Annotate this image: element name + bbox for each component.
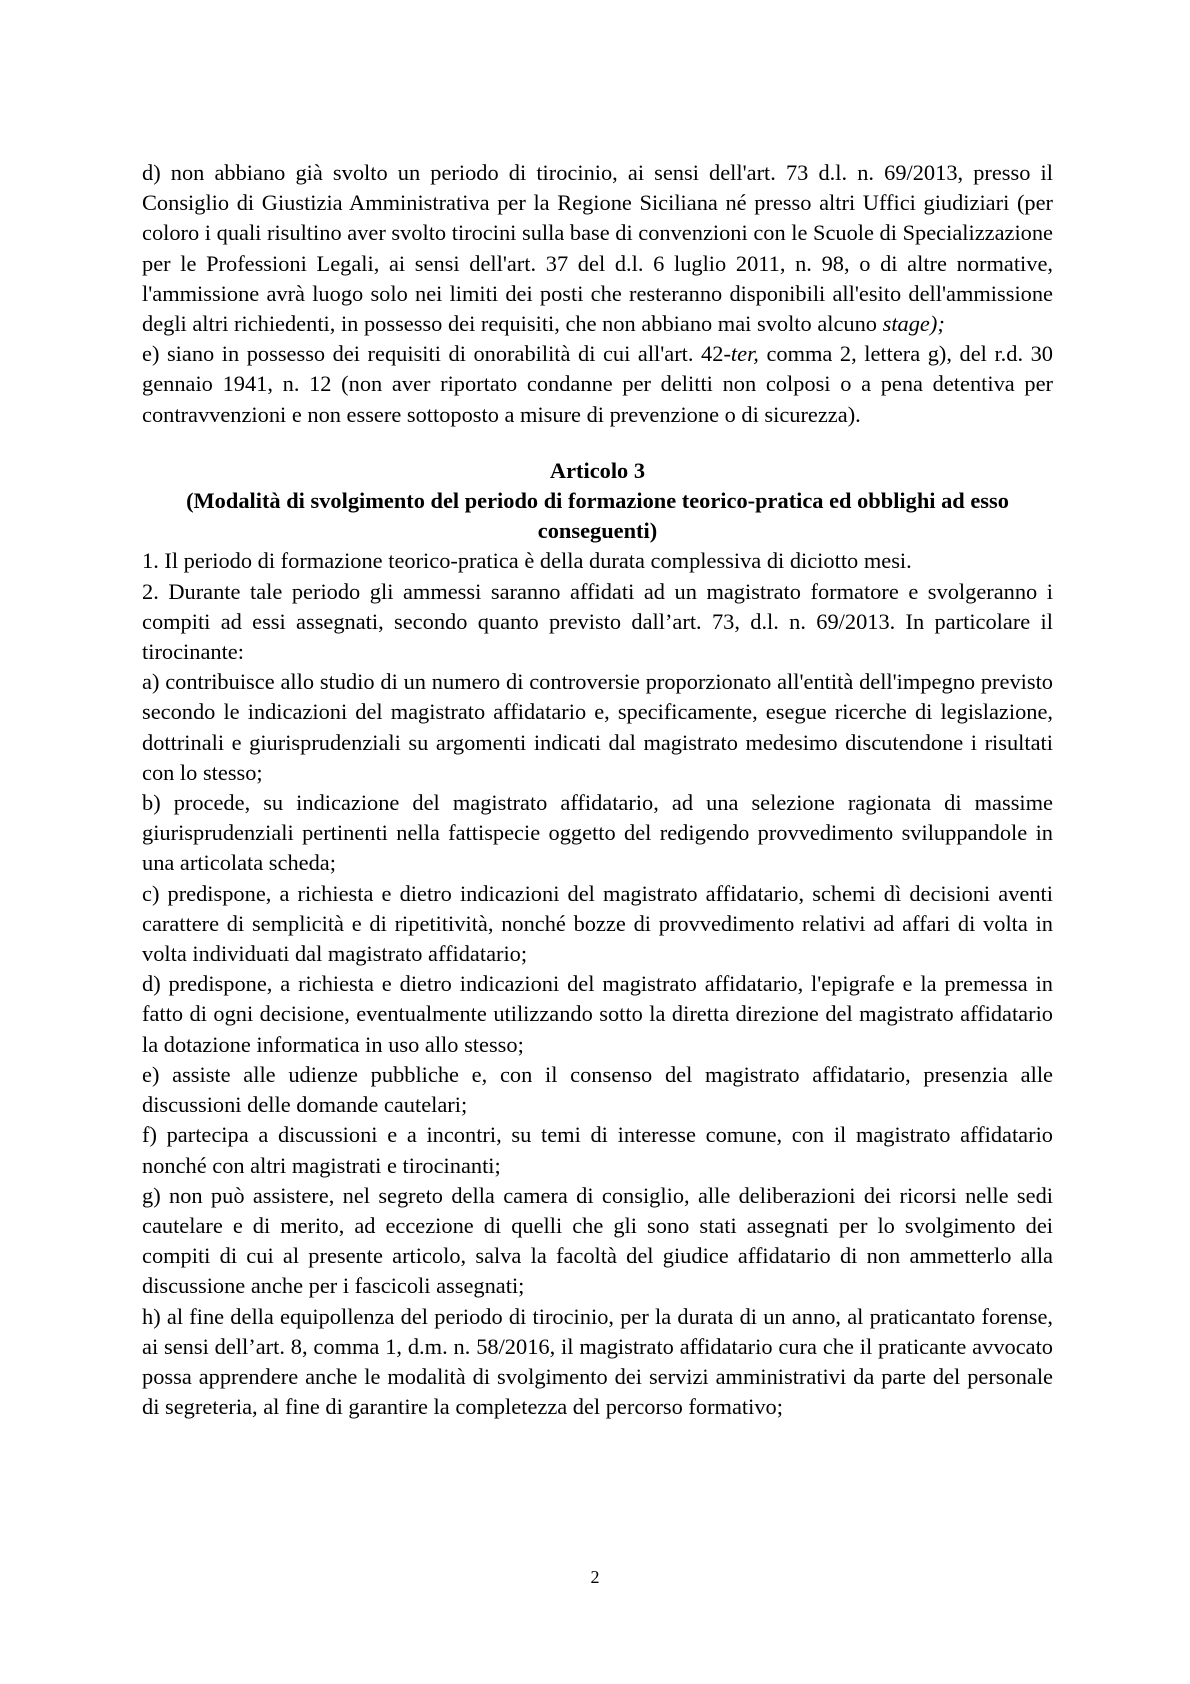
page-number: 2 — [590, 1567, 600, 1587]
text-segment: comma 2, lettera g), del r.d. 30 gennaio 1941, n. 12 (non aver riportato condanne per delitti non colposi o a pena detentiva per contravvenzioni e non essere sottoposto a misure di prevenzione o di sicurezza). — [142, 341, 1053, 427]
italic-text: stage); — [882, 311, 945, 337]
paragraph-5 — [142, 667, 1053, 788]
text-segment: c) predispone, a richiesta e dietro indicazioni del magistrato affidatario, schemi dì decisioni aventi carattere di semplicità e di ripetitività, nonché bozze di provvedimento relativi ad affari di volta in volta individuati dal magistrato affidatario; — [142, 880, 1053, 967]
paragraph-2 — [142, 339, 1053, 430]
paragraph-9 — [142, 1060, 1053, 1120]
paragraph-4 — [142, 577, 1053, 668]
text-segment: Articolo 3 — [549, 457, 646, 483]
text-segment: d) predispone, a richiesta e dietro indicazioni del magistrato affidatario, l'epigrafe e la premessa in fatto di ogni decisione, eventualmente utilizzando sotto la diretta direzione del magistrato affidatario la dotazione informatica in uso allo stesso; — [142, 971, 1053, 1057]
article-subtitle — [142, 486, 1053, 546]
article-title — [142, 456, 1053, 486]
text-segment: a) contribuisce allo studio di un numero di controversie proporzionato all'entità dell'impegno previsto secondo le indicazioni del magistrato affidatario e, specificamente, esegue ricerche di legislazione, dottrinali e giurisprudenziali su argomenti indicati dal magistrato medesimo discutendone i risultati con lo stesso; — [142, 669, 1053, 785]
paragraph-8 — [142, 969, 1053, 1060]
text-segment: g) non può assistere, nel segreto della camera di consiglio, alle deliberazioni dei ricorsi nelle sedi cautelare e di merito, ad eccezione di quelli che gli sono stati assegnati per lo svolgimento dei compiti di cui al presente articolo, salva la facoltà del giudice affidatario di non ammetterlo alla discussione anche per i fascicoli assegnati; — [142, 1182, 1053, 1299]
text-segment: f) partecipa a discussioni e a incontri, su temi di interesse comune, con il magistrato affidatario nonché con altri magistrati e tirocinanti; — [142, 1122, 1053, 1178]
text-segment: 1. Il periodo di formazione teorico-pratica è della durata complessiva di diciotto mesi. — [142, 548, 912, 574]
text-segment: (Modalità di svolgimento del periodo di formazione teorico-pratica ed obblighi ad esso conseguenti) — [186, 488, 1009, 544]
text-segment: e) assiste alle udienze pubbliche e, con il consenso del magistrato affidatario, presenzia alle discussioni delle domande cautelari; — [142, 1061, 1053, 1118]
paragraph-spacer — [142, 430, 1053, 456]
text-segment: d) non abbiano già svolto un periodo di tirocinio, ai sensi dell'art. 73 d.l. n. 69/2013, presso il Consiglio di Giustizia Amministrativa per la Regione Siciliana né presso altri Uffici giudiziari (per coloro i quali risultino aver svolto tirocini sulla base di convenzioni con le Scuole di Specializzazione per le Professioni Legali, ai sensi dell'art. 37 del d.l. 6 luglio 2011, n. 98, o di altre normative, l'ammissione avrà luogo solo nei limiti dei posti che resteranno disponibili all'esito dell'ammissione degli altri richiedenti, in possesso dei requisiti, che non abbiano mai svolto alcuno — [142, 160, 1053, 337]
italic-text: ter, — [730, 341, 759, 367]
paragraph-6 — [142, 788, 1053, 879]
paragraph-11 — [142, 1181, 1053, 1302]
paragraph-10 — [142, 1120, 1053, 1180]
text-segment: b) procede, su indicazione del magistrato affidatario, ad una selezione ragionata di massime giurisprudenziali pertinenti nella fattispecie oggetto del redigendo provvedimento sviluppandole in una articolata scheda; — [142, 790, 1053, 876]
document-body — [142, 158, 1053, 1422]
text-segment: h) al fine della equipollenza del periodo di tirocinio, per la durata di un anno, al praticantato forense, ai sensi dell’art. 8, comma 1, d.m. n. 58/2016, il magistrato affidatario cura che il praticante avvocato possa apprendere anche le modalità di svolgimento dei servizi amministrativi da parte del personale di segreteria, al fine di garantire la completezza del percorso formativo; — [142, 1303, 1053, 1420]
text-segment: 2. Durante tale periodo gli ammessi saranno affidati ad un magistrato formatore e svolgeranno i compiti ad essi assegnati, secondo quanto previsto dall’art. 73, d.l. n. 69/2013. In particolare il tirocinante: — [142, 578, 1053, 665]
paragraph-7 — [142, 879, 1053, 970]
paragraph-1 — [142, 158, 1053, 339]
text-segment: e) siano in possesso dei requisiti di onorabilità di cui all'art. 42- — [142, 341, 731, 367]
paragraph-3 — [142, 546, 1053, 576]
paragraph-12 — [142, 1302, 1053, 1423]
